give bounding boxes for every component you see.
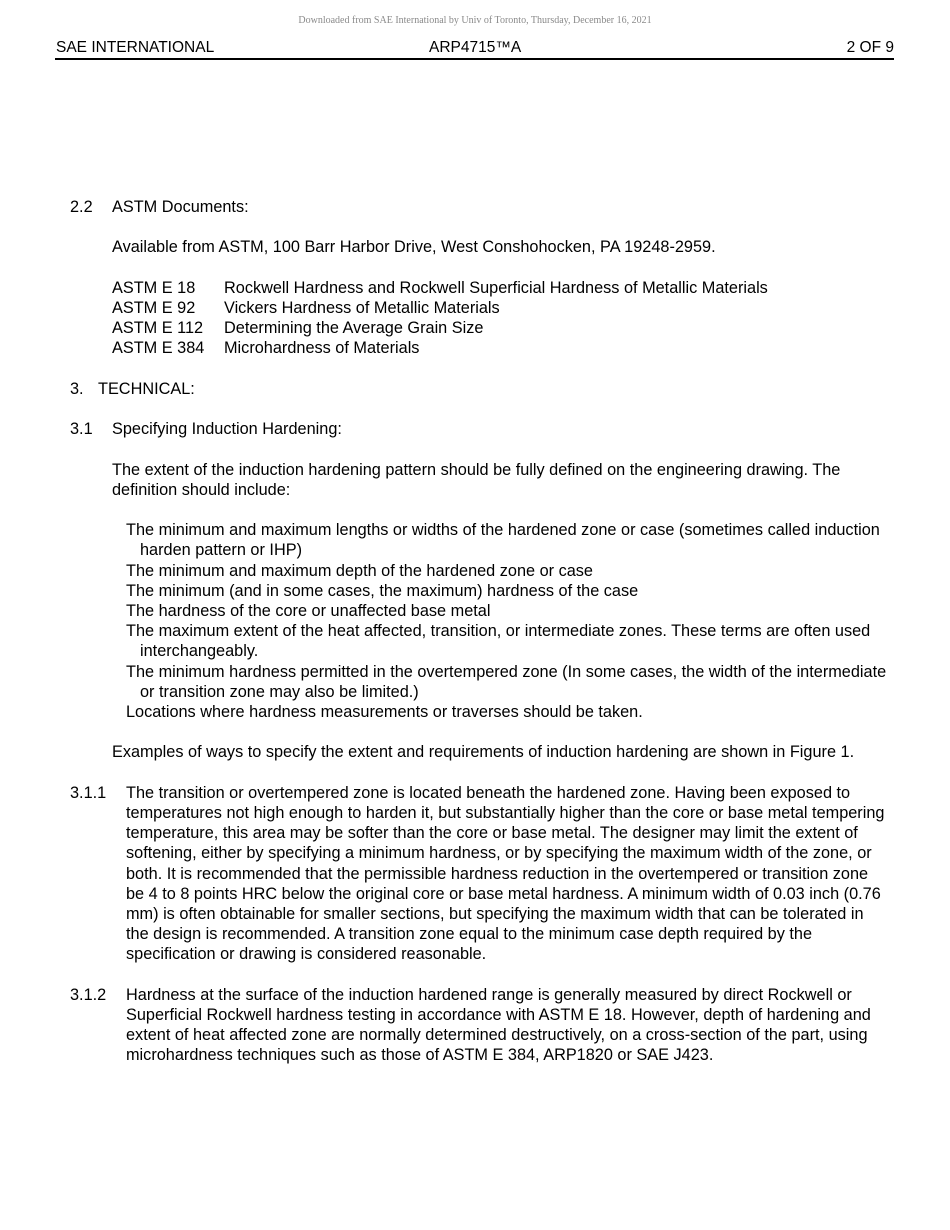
section-3-1-examples: Examples of ways to specify the extent and requirements of induction hardening are shown in Figure 1. [112, 743, 855, 762]
header-document-number: ARP4715™A [429, 39, 522, 56]
reference-row [70, 338, 890, 358]
section-3-1-heading [70, 419, 890, 439]
reference-code: ASTM E 384 [112, 339, 205, 358]
section-3-heading [70, 379, 890, 399]
astm-reference-list [70, 278, 890, 359]
section-paragraph: Hardness at the surface of the induction hardened range is generally measured by direct Rockwell or Superficial Rockwell hardness testing in accordance with ASTM E 18. However, depth of hardening and extent of heat affected zone are normally determined destructively, on a cross-section of the part, using microhardness techniques such as those of ASTM E 384, ARP1820 or SAE J423. [126, 985, 871, 1065]
reference-title: Determining the Average Grain Size [224, 319, 484, 338]
definition-list [70, 520, 890, 722]
astm-address: Available from ASTM, 100 Barr Harbor Drive, West Conshohocken, PA 19248-2959. [112, 238, 716, 257]
section-number: 3.1 [70, 420, 93, 439]
document-body [70, 197, 890, 1066]
reference-code: ASTM E 92 [112, 298, 196, 317]
reference-title: Vickers Hardness of Metallic Materials [224, 298, 500, 317]
section-title: ASTM Documents: [112, 198, 249, 216]
list-item: The maximum extent of the heat affected, transition, or intermediate zones. These terms are often used interchangeably. [126, 622, 871, 661]
section-title: Specifying Induction Hardening: [112, 420, 342, 439]
reference-row [70, 318, 890, 338]
section-number: 2.2 [70, 198, 93, 216]
list-item: The minimum and maximum depth of the hardened zone or case [126, 561, 593, 580]
reference-title: Rockwell Hardness and Rockwell Superficial Hardness of Metallic Materials [224, 278, 768, 297]
download-watermark: Downloaded from SAE International by Univ of Toronto, Thursday, December 16, 2021 [298, 15, 652, 26]
list-item: The minimum and maximum lengths or widths of the hardened zone or case (sometimes called induction harden pattern or IHP) [126, 521, 880, 560]
section-paragraph: The transition or overtempered zone is located beneath the hardened zone. Having been exposed to temperatures not high enough to harden it, but substantially higher than the core or base metal tempering temperature, this area may be softer than the core or base metal. The designer may limit the extent of softening, either by specifying a minimum hardness, or by specifying the maximum width of the zone, or both. It is recommended that the permissible hardness reduction in the overtempered or transition zone be 4 to 8 points HRC below the original core or base metal hardness. A minimum width of 0.03 inch (0.76 mm) is often obtainable for smaller sections, but specifying the maximum width that can be tolerated in the design is recommended. A transition zone equal to the minimum case depth required by the specification or drawing is considered reasonable. [126, 783, 885, 964]
section-number: 3.1.1 [70, 783, 107, 802]
reference-row [70, 298, 890, 318]
reference-code: ASTM E 18 [112, 278, 196, 297]
list-item: The minimum hardness permitted in the overtempered zone (In some cases, the width of the intermediate or transition zone may also be limited.) [126, 662, 887, 701]
page-header [55, 38, 894, 60]
section-2-2-heading [70, 197, 890, 217]
section-3-1-1 [70, 783, 890, 965]
section-3-1-2 [70, 985, 890, 1066]
header-publisher: SAE INTERNATIONAL [56, 39, 215, 56]
reference-code: ASTM E 112 [112, 319, 204, 338]
header-page-number: 2 OF 9 [846, 39, 894, 56]
section-number: 3. [70, 379, 84, 398]
list-item: The hardness of the core or unaffected base metal [126, 601, 491, 620]
reference-title: Microhardness of Materials [224, 339, 420, 358]
reference-row [70, 278, 890, 298]
section-number: 3.1.2 [70, 985, 107, 1004]
list-item: Locations where hardness measurements or traverses should be taken. [126, 702, 643, 721]
section-title: TECHNICAL: [98, 379, 195, 398]
section-3-1-intro: The extent of the induction hardening pattern should be fully defined on the engineering drawing. The definition should include: [112, 460, 841, 499]
list-item: The minimum (and in some cases, the maximum) hardness of the case [126, 581, 639, 600]
